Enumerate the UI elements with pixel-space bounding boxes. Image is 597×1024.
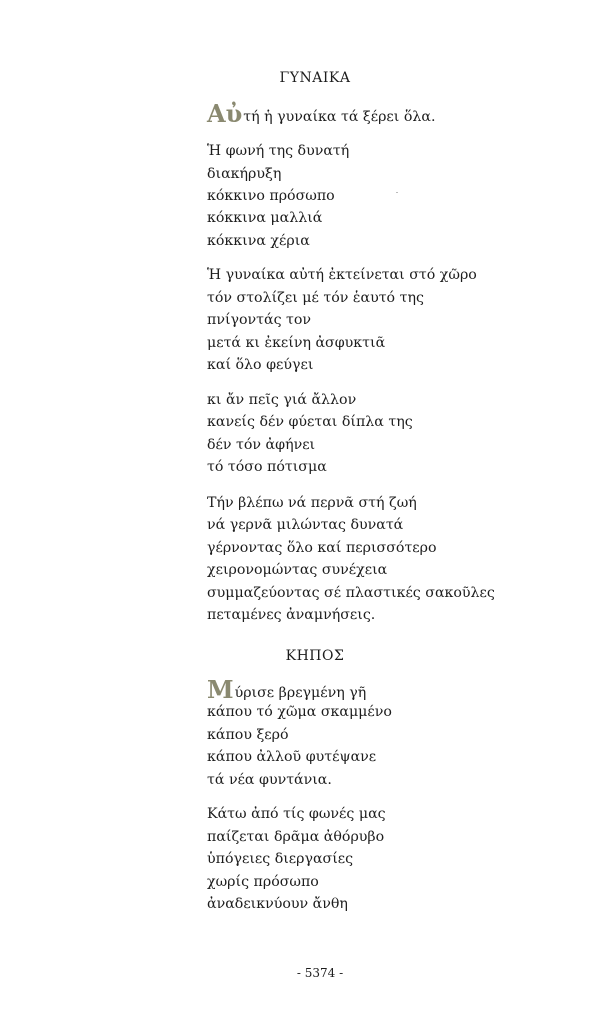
poem-line: κάπου τό χῶμα σκαμμένο	[207, 704, 392, 720]
poem-line: Ἡ γυναίκα αὐτή ἐκτείνεται στό χῶρο	[207, 267, 477, 283]
poem-title-gynaika: ΓΥΝΑΙΚΑ	[279, 70, 351, 86]
poem-line: ὑπόγειες διεργασίες	[207, 851, 354, 867]
poem-line: τό τόσο πότισμα	[207, 459, 327, 475]
poem2-first-line	[207, 675, 367, 704]
first-line-text: τή ἡ γυναίκα τά ξέρει ὅλα.	[243, 109, 436, 125]
poem-line: χωρίς πρόσωπο	[207, 874, 319, 890]
poem-line: γέρνοντας ὅλο καί περισσότερο	[207, 540, 437, 556]
poem-line: δέν τόν ἀφήνει	[207, 437, 316, 453]
poem-line: τόν στολίζει μέ τόν ἑαυτό της	[207, 290, 424, 306]
poem-line: κόκκινα χέρια	[207, 233, 310, 249]
page-number: - 5374 -	[296, 966, 344, 980]
drop-cap: Μ	[207, 675, 234, 704]
poem-line: κάπου ξερό	[207, 727, 289, 743]
poem-line: κόκκινα μαλλιά	[207, 210, 323, 226]
poem1-first-line	[207, 99, 436, 128]
drop-cap: Αὐ	[207, 99, 243, 128]
poem-line: Ἡ φωνή της δυνατή	[207, 143, 350, 159]
poem-line: τά νέα φυντάνια.	[207, 772, 332, 788]
poem-line: πεταμένες ἀναμνήσεις.	[207, 607, 376, 623]
poem-line: καί ὅλο φεύγει	[207, 357, 314, 373]
poem-line: πνίγοντάς τον	[207, 312, 312, 328]
poem-line: μετά κι ἐκείνη ἀσφυκτιᾶ	[207, 335, 386, 351]
poem-line: παίζεται δρᾶμα ἀθόρυβο	[207, 829, 385, 845]
poem-line: συμμαζεύοντας σέ πλαστικές σακοῦλες	[207, 585, 495, 601]
poem-line: νά γερνᾶ μιλώντας δυνατά	[207, 517, 404, 533]
poem-line: κι ἄν πεῖς γιά ἄλλον	[207, 392, 357, 408]
poem-line: κόκκινο πρόσωπο	[207, 188, 335, 204]
print-speck	[396, 192, 398, 193]
poem-line: κανείς δέν φύεται δίπλα της	[207, 414, 413, 430]
first-line-text: ύρισε βρεγμένη γῆ	[234, 685, 367, 701]
poem-line: Κάτω ἀπό τίς φωνές μας	[207, 806, 386, 822]
poem-line: διακήρυξη	[207, 166, 282, 182]
poem-line: χειρονομώντας συνέχεια	[207, 562, 388, 578]
poem-line: ἀναδεικνύουν ἄνθη	[207, 896, 348, 912]
poem-line: Τήν βλέπω νά περνᾶ στή ζωή	[207, 495, 417, 511]
poem-line: κάπου ἀλλοῦ φυτέψανε	[207, 749, 377, 765]
poem-title-kipos: ΚΗΠΟΣ	[285, 648, 345, 664]
